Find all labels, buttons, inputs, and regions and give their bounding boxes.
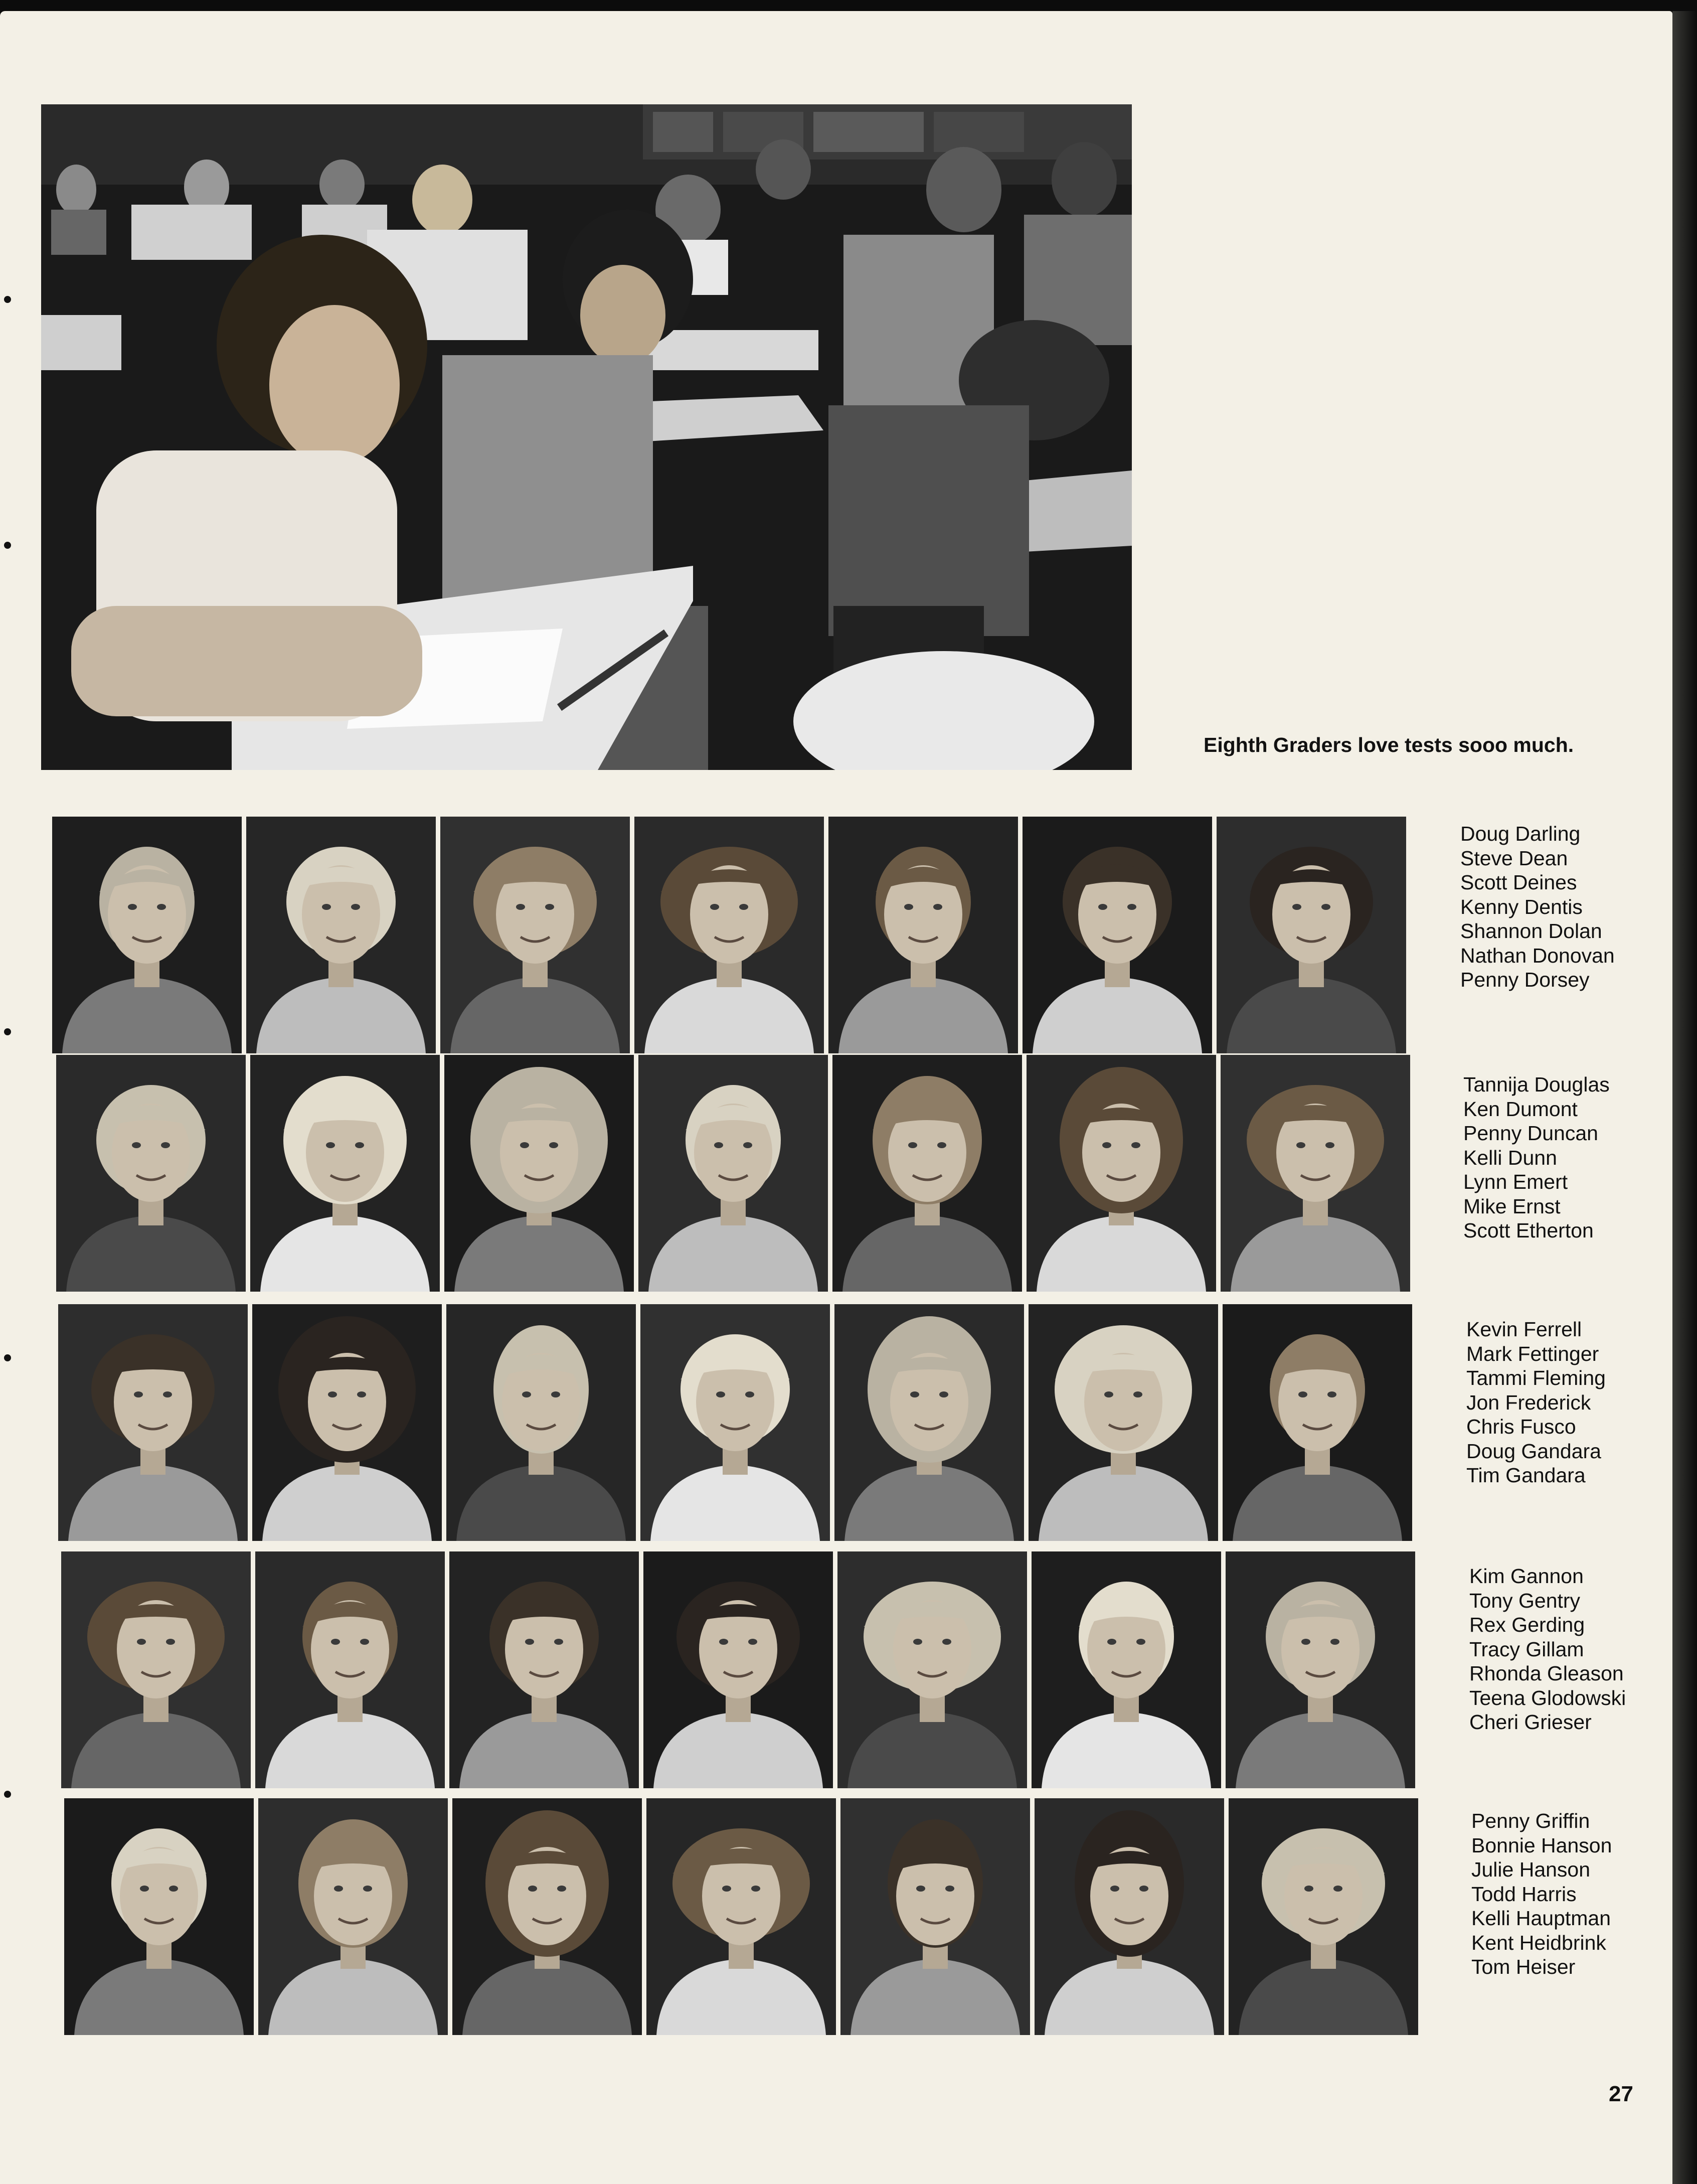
student-portrait bbox=[1035, 1798, 1224, 2035]
page-number: 27 bbox=[1609, 2082, 1633, 2106]
student-name: Kim Gannon bbox=[1469, 1565, 1584, 1588]
student-name: Scott Deines bbox=[1460, 871, 1577, 894]
binding-hole bbox=[4, 1354, 11, 1361]
student-portrait bbox=[452, 1798, 642, 2035]
name-list-row-3 bbox=[1466, 1317, 1606, 1488]
student-portrait bbox=[643, 1551, 833, 1788]
student-name: Chris Fusco bbox=[1466, 1415, 1576, 1438]
student-portrait bbox=[446, 1304, 636, 1541]
student-name: Kent Heidbrink bbox=[1471, 1931, 1606, 1954]
student-name: Kelli Hauptman bbox=[1471, 1907, 1611, 1930]
student-name: Tim Gandara bbox=[1466, 1464, 1586, 1487]
student-portrait bbox=[252, 1304, 442, 1541]
student-portrait bbox=[444, 1055, 634, 1292]
binding-hole bbox=[4, 296, 11, 303]
student-portrait bbox=[52, 817, 242, 1053]
classroom-test-photo bbox=[41, 104, 1132, 770]
student-portrait bbox=[1226, 1551, 1415, 1788]
student-portrait bbox=[258, 1798, 448, 2035]
student-portrait bbox=[837, 1551, 1027, 1788]
student-portrait bbox=[1032, 1551, 1221, 1788]
student-portrait bbox=[640, 1304, 830, 1541]
student-portrait bbox=[1221, 1055, 1410, 1292]
student-name: Steve Dean bbox=[1460, 846, 1568, 870]
student-name: Tammi Fleming bbox=[1466, 1366, 1606, 1389]
student-portrait bbox=[1027, 1055, 1216, 1292]
student-name: Julie Hanson bbox=[1471, 1858, 1591, 1881]
student-portrait bbox=[840, 1798, 1030, 2035]
student-portrait bbox=[246, 817, 436, 1053]
student-portrait bbox=[834, 1304, 1024, 1541]
student-name: Rhonda Gleason bbox=[1469, 1662, 1624, 1685]
student-portrait bbox=[634, 817, 824, 1053]
student-portrait bbox=[832, 1055, 1022, 1292]
student-portrait bbox=[440, 817, 630, 1053]
student-portrait bbox=[255, 1551, 445, 1788]
student-name: Kenny Dentis bbox=[1460, 895, 1583, 918]
name-list-row-5 bbox=[1471, 1809, 1612, 1979]
student-name: Tannija Douglas bbox=[1463, 1073, 1610, 1096]
student-portrait bbox=[1223, 1304, 1412, 1541]
student-name: Kevin Ferrell bbox=[1466, 1318, 1582, 1341]
student-name: Teena Glodowski bbox=[1469, 1686, 1626, 1709]
name-list-row-2 bbox=[1463, 1072, 1610, 1243]
student-name: Tony Gentry bbox=[1469, 1589, 1581, 1612]
student-portrait bbox=[1217, 817, 1406, 1053]
student-name: Penny Dorsey bbox=[1460, 968, 1590, 991]
student-portrait bbox=[250, 1055, 440, 1292]
student-name: Tracy Gillam bbox=[1469, 1637, 1584, 1661]
student-name: Nathan Donovan bbox=[1460, 944, 1615, 967]
student-portrait bbox=[638, 1055, 828, 1292]
student-name: Shannon Dolan bbox=[1460, 919, 1602, 943]
student-portrait bbox=[61, 1551, 251, 1788]
binding-hole bbox=[4, 542, 11, 549]
student-name: Penny Duncan bbox=[1463, 1122, 1598, 1145]
binding-hole bbox=[4, 1791, 11, 1798]
student-name: Jon Frederick bbox=[1466, 1390, 1591, 1414]
student-portrait bbox=[1023, 817, 1212, 1053]
student-name: Ken Dumont bbox=[1463, 1097, 1578, 1121]
name-list-row-1 bbox=[1460, 822, 1615, 992]
student-name: Tom Heiser bbox=[1471, 1955, 1576, 1978]
photo-caption: Eighth Graders love tests sooo much. bbox=[1204, 733, 1574, 756]
binding-hole bbox=[4, 1028, 11, 1035]
student-portrait bbox=[56, 1055, 246, 1292]
student-portrait bbox=[1029, 1304, 1218, 1541]
student-name: Mike Ernst bbox=[1463, 1194, 1561, 1218]
student-name: Mark Fettinger bbox=[1466, 1342, 1599, 1365]
student-portrait bbox=[58, 1304, 248, 1541]
student-portrait bbox=[64, 1798, 254, 2035]
student-portrait bbox=[646, 1798, 836, 2035]
student-name: Doug Gandara bbox=[1466, 1439, 1601, 1463]
name-list-row-4 bbox=[1469, 1564, 1626, 1735]
student-portrait bbox=[449, 1551, 639, 1788]
student-name: Kelli Dunn bbox=[1463, 1146, 1557, 1169]
student-name: Cheri Grieser bbox=[1469, 1710, 1592, 1734]
student-name: Rex Gerding bbox=[1469, 1613, 1585, 1636]
page-edge-shadow bbox=[1672, 11, 1697, 2184]
student-name: Bonnie Hanson bbox=[1471, 1833, 1612, 1857]
student-name: Penny Griffin bbox=[1471, 1809, 1590, 1832]
student-name: Scott Etherton bbox=[1463, 1219, 1594, 1242]
student-portrait bbox=[828, 817, 1018, 1053]
student-name: Doug Darling bbox=[1460, 822, 1581, 845]
student-portrait bbox=[1229, 1798, 1418, 2035]
student-name: Lynn Emert bbox=[1463, 1170, 1568, 1193]
student-name: Todd Harris bbox=[1471, 1882, 1577, 1906]
